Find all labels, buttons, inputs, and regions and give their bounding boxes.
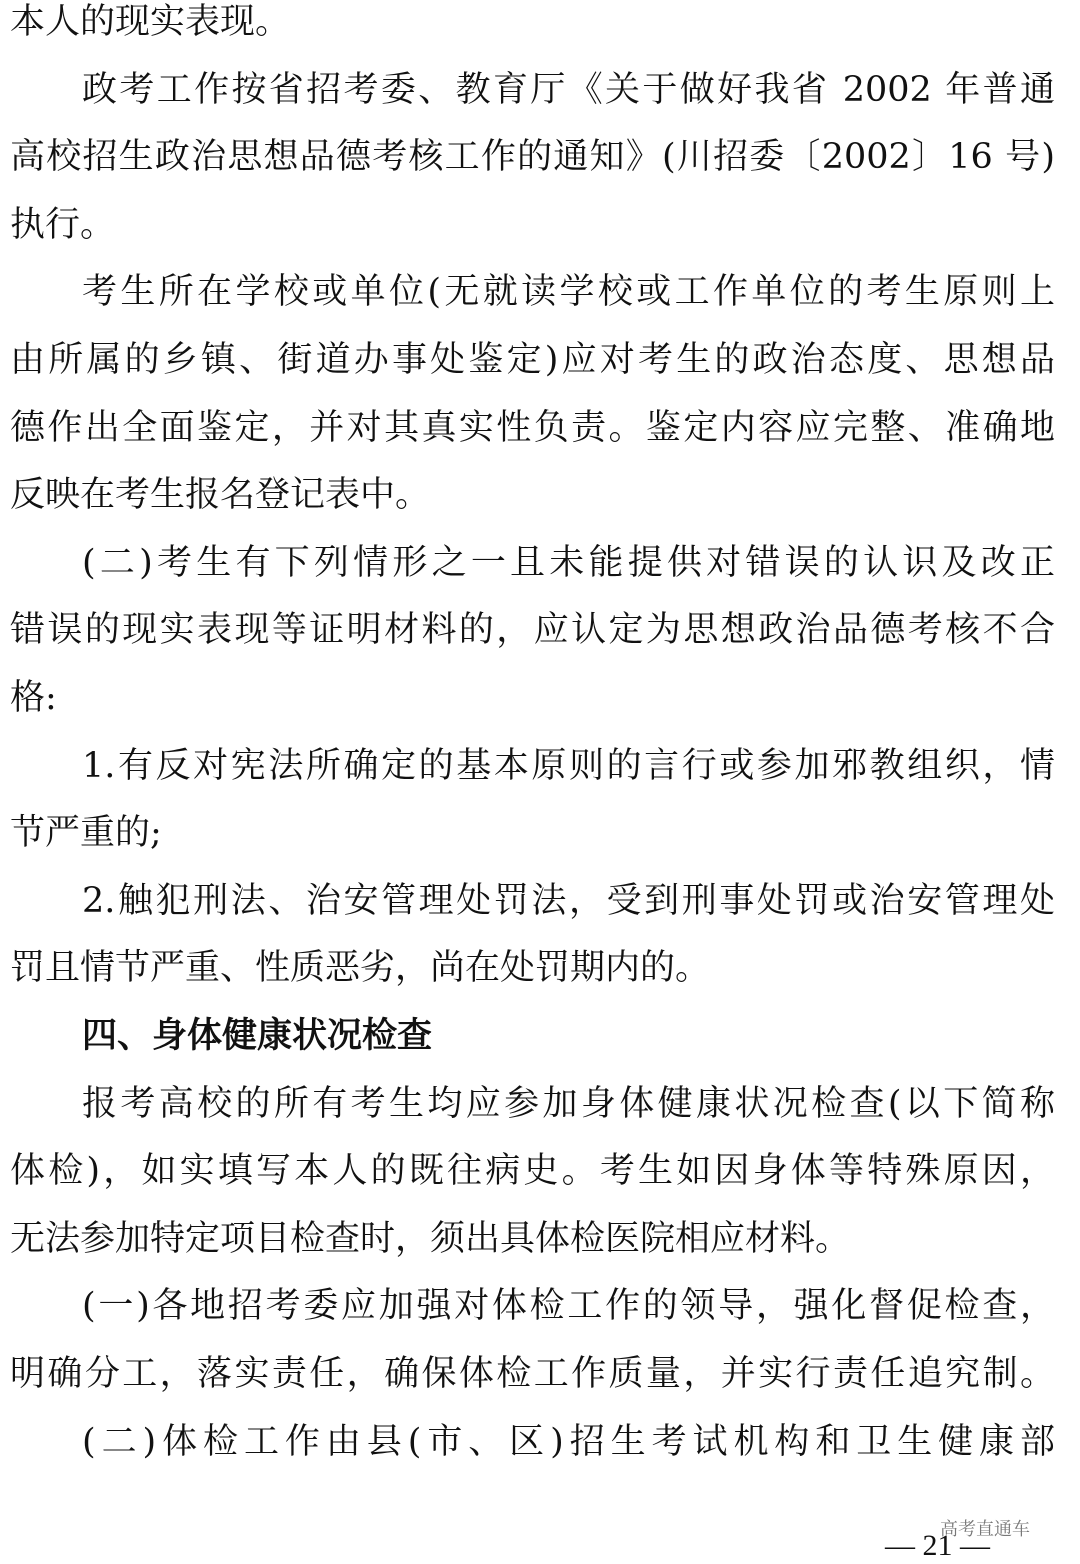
page-number: — 21 — (885, 1529, 990, 1562)
text-line: 高校招生政治思想品德考核工作的通知》(川招委〔2002〕16 号) (10, 137, 1055, 178)
text-line: 由所属的乡镇、街道办事处鉴定)应对考生的政治态度、思想品 (10, 340, 1055, 380)
text-line: (二)体检工作由县(市、区)招生考试机构和卫生健康部 (82, 1421, 1055, 1462)
section-heading: 四、身体健康状况检查 (82, 1015, 433, 1056)
text-line: 执行。 (10, 204, 116, 245)
text-line: 节严重的; (10, 813, 162, 854)
text-line: 格: (10, 678, 57, 718)
watermark: 高考直通车 (940, 1519, 1030, 1540)
text-line: (一)各地招考委应加强对体检工作的领导，强化督促检查， (82, 1286, 1055, 1327)
text-line: 错误的现实表现等证明材料的，应认定为思想政治品德考核不合 (10, 610, 1055, 651)
text-line: 无法参加特定项目检查时，须出具体检医院相应材料。 (10, 1218, 851, 1259)
text-line: 本人的现实表现。 (10, 2, 291, 42)
text-line: (二)考生有下列情形之一且未能提供对错误的认识及改正 (82, 542, 1055, 583)
text-line: 罚且情节严重、性质恶劣，尚在处罚期内的。 (10, 948, 711, 989)
text-line: 德作出全面鉴定，并对其真实性负责。鉴定内容应完整、准确地 (10, 407, 1055, 448)
text-line: 体检)，如实填写本人的既往病史。考生如因身体等特殊原因， (10, 1151, 1055, 1192)
text-line: 1.有反对宪法所确定的基本原则的言行或参加邪教组织，情 (82, 745, 1055, 786)
text-line: 反映在考生报名登记表中。 (10, 475, 431, 516)
text-line: 报考高校的所有考生均应参加身体健康状况检查(以下简称 (82, 1083, 1055, 1124)
text-line: 2.触犯刑法、治安管理处罚法，受到刑事处罚或治安管理处 (82, 880, 1055, 921)
text-line: 明确分工，落实责任，确保体检工作质量，并实行责任追究制。 (10, 1354, 1055, 1394)
text-line: 考生所在学校或单位(无就读学校或工作单位的考生原则上 (82, 272, 1055, 313)
text-line: 政考工作按省招考委、教育厅《关于做好我省 2002 年普通 (82, 69, 1055, 110)
